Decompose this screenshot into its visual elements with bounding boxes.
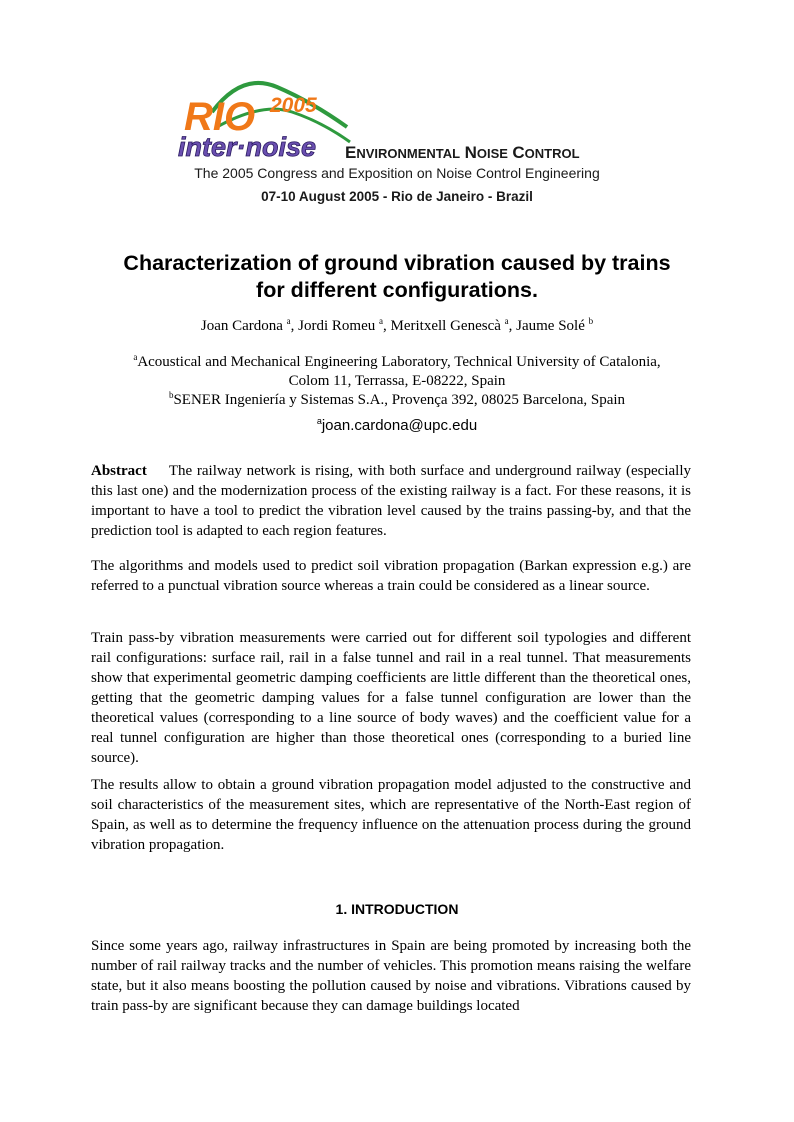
logo-brand-text: inter·noise	[178, 132, 317, 162]
conference-subtitle: The 2005 Congress and Exposition on Noise Control Engineering	[194, 165, 600, 181]
abstract-label: Abstract	[91, 463, 147, 479]
author: Meritxell Genescà	[390, 318, 501, 334]
author: Jaume Solé	[516, 318, 585, 334]
internoise-logo	[172, 72, 352, 167]
logo-year-text: 2005	[270, 94, 317, 117]
conference-name: ENVIRONMENTAL NOISE CONTROL	[345, 143, 580, 162]
author-list: Joan Cardona $^a$, Jordi Romeu $^a$, Meritxell Genescà $^a$, Jaume Solé $^b$	[200, 316, 594, 334]
author: Jordi Romeu	[298, 318, 376, 334]
affiliation-a-address: Colom 11, Terrassa, E-08222, Spain	[288, 373, 506, 389]
logo-rio-text: RIO	[184, 95, 256, 139]
abstract-paragraph-2: The algorithms and models used to predict soil vibration propagation (Barkan expression e.g.) are referred to a punctual vibration source whereas a train could be considered as a linear source.	[91, 558, 691, 594]
affiliation-b: SENER Ingeniería y Sistemas S.A., Provença 392, 08025 Barcelona, Spain	[173, 392, 626, 408]
abstract-paragraph-4: The results allow to obtain a ground vibration propagation model adjusted to the constructive and soil characteristics of the measurement sites, which are representative of the North-East region of Spain, as well as to determine the frequency influence on the attenuation process during the ground vibration propagation.	[91, 777, 691, 853]
affiliations: $^a$Acoustical and Mechanical Engineering Laboratory, Technical University of Catalonia, Colom 11, Terrassa, E-08222, Spain $^b$SENER Ingeniería y Sistemas S.A., Provença 392, 08025 Barcelona, Spain	[133, 352, 661, 408]
introduction-paragraph-1: Since some years ago, railway infrastructures in Spain are being promoted by increasing both the number of rail railway tracks and the number of vehicles. This promotion means raising the welfare state, but it also means boosting the pollution caused by noise and vibrations. Vibrations caused by train pass-by are significant because they can damage buildings located	[91, 938, 691, 1014]
section-heading-introduction: 1. INTRODUCTION	[335, 901, 459, 917]
abstract-paragraph-3: Train pass-by vibration measurements were carried out for different soil typologies and different rail configurations: surface rail, rail in a false tunnel and rail in a real tunnel. That measurements show that experimental geometric damping coefficients are little different than the theoretical ones, getting that the geometric damping values for a false tunnel configuration are lower than the theoretical values (corresponding to a line source of body waves) and the coefficient value for a real tunnel configuration are higher than those theoretical ones (corresponding to a buried line source).	[91, 630, 691, 766]
affiliation-a: Acoustical and Mechanical Engineering Laboratory, Technical University of Catalonia,	[137, 354, 661, 370]
abstract-paragraph-1: Abstract The railway network is rising, with both surface and underground railway (especially this last one) and the modernization process of the existing railway is a fact. For these reasons, it is important to have a tool to predict the vibration level caused by the trains passing-by, and that the prediction tool is adapted to each region features.	[91, 463, 691, 539]
contact-email[interactable]: $^a$joan.cardona@upc.edu	[316, 416, 478, 434]
author: Joan Cardona	[200, 318, 283, 334]
paper-title: Characterization of ground vibration caused by trains for different configurations.	[123, 251, 671, 302]
conference-dates: 07-10 August 2005 - Rio de Janeiro - Brazil	[261, 189, 533, 204]
